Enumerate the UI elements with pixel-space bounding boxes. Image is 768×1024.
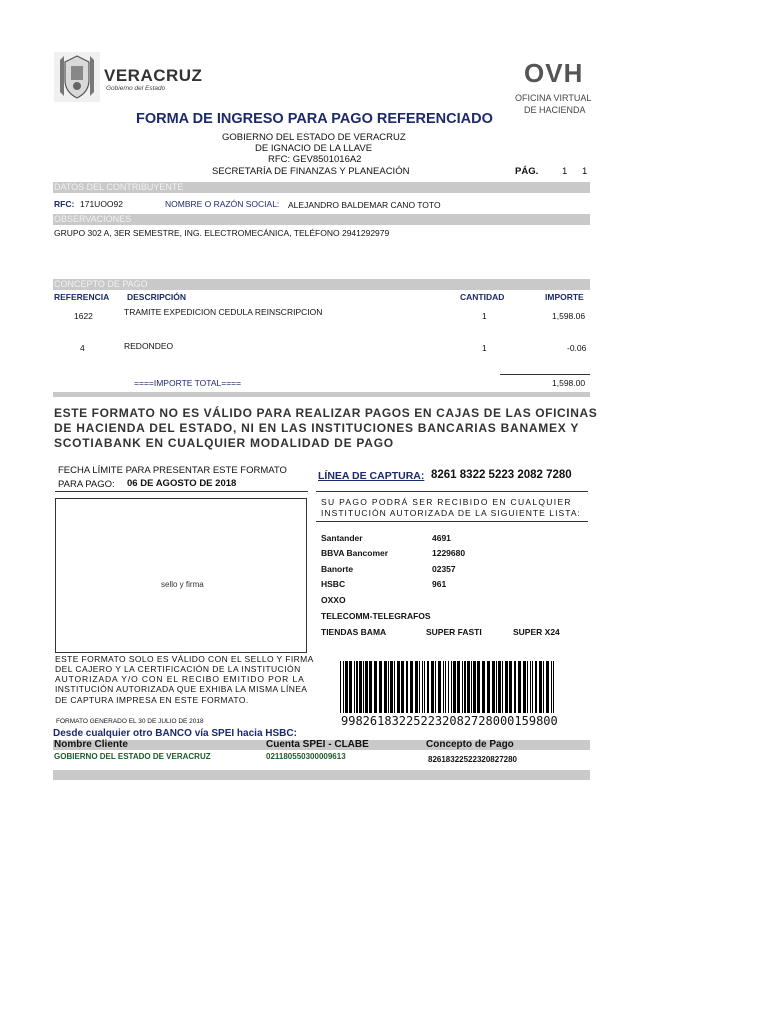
row2-referencia: 4 xyxy=(80,343,85,353)
barcode-bar xyxy=(354,661,355,713)
ovh-logo xyxy=(506,58,606,120)
linea-captura-value: 8261 8322 5223 2082 7280 xyxy=(431,469,572,481)
barcode-bar xyxy=(453,661,456,713)
veracruz-logo-text: VERACRUZ xyxy=(104,66,203,85)
barcode-bar xyxy=(427,661,429,713)
fecha-underline xyxy=(55,491,308,492)
ovh-logo-line1: OFICINA VIRTUAL xyxy=(515,93,592,103)
validity-line-5: DE CAPTURA IMPRESA EN ESTE FORMATO. xyxy=(55,695,249,705)
col-descripcion: DESCRIPCIÓN xyxy=(127,292,187,302)
barcode-bar xyxy=(509,661,512,713)
total-rule xyxy=(500,374,590,375)
institutions-rule xyxy=(316,521,588,522)
inst-bbva-code: 1229680 xyxy=(432,548,466,558)
barcode-bar xyxy=(553,661,554,713)
spei-cuenta-value: 021180550300009613 xyxy=(266,752,346,761)
barcode-bar xyxy=(471,661,472,713)
barcode-bar xyxy=(487,661,490,713)
col-referencia: REFERENCIA xyxy=(54,292,110,302)
validity-line-2: DEL CAJERO Y LA CERTIFICACIÓN DE LA INSTITUCIÓN xyxy=(55,664,301,674)
rfc-label: RFC: xyxy=(54,199,75,209)
page-total: 1 xyxy=(582,166,588,177)
barcode-bar xyxy=(410,661,413,713)
row1-importe: 1,598.06 xyxy=(552,311,586,321)
spei-col-nombre: Nombre Cliente xyxy=(54,739,128,750)
spei-col-cuenta: Cuenta SPEI - CLABE xyxy=(266,739,369,750)
observaciones-bar xyxy=(53,214,590,225)
barcode-bar xyxy=(435,661,436,713)
barcode-bar xyxy=(365,661,368,713)
barcode-bar xyxy=(530,661,531,713)
row1-descripcion: TRAMITE EXPEDICION CEDULA REINSCRIPCION xyxy=(124,307,323,317)
veracruz-logo-subtext: Gobierno del Estado xyxy=(106,85,166,92)
barcode-bar xyxy=(473,661,476,713)
total-label: ====IMPORTE TOTAL==== xyxy=(134,378,242,388)
spei-title: Desde cualquier otro BANCO vía SPEI hacia HSBC: xyxy=(53,728,297,739)
inst-super-fasti: SUPER FASTI xyxy=(426,627,482,637)
barcode-bar xyxy=(543,661,544,713)
barcode-bar xyxy=(345,661,348,713)
veracruz-crest-icon xyxy=(54,52,100,102)
barcode-bar xyxy=(546,661,549,713)
barcode-bar xyxy=(419,661,420,713)
barcode-bar xyxy=(349,661,352,713)
ovh-logo-text: OVH xyxy=(524,58,584,88)
barcode-bar xyxy=(379,661,382,713)
inst-oxxo: OXXO xyxy=(321,595,346,605)
barcode-bar xyxy=(374,661,377,713)
spei-nombre-value: GOBIERNO DEL ESTADO DE VERACRUZ xyxy=(54,752,211,761)
barcode-bar xyxy=(340,661,341,713)
barcode-bar xyxy=(438,661,441,713)
barcode-bar xyxy=(363,661,364,713)
barcode-bar xyxy=(482,661,485,713)
rfc-value: 171UOO92 xyxy=(80,199,123,209)
row1-referencia: 1622 xyxy=(74,311,93,321)
barcode-bar xyxy=(462,661,463,713)
barcode-bar xyxy=(406,661,408,713)
spei-bottom-bar xyxy=(53,770,590,780)
barcode-bar xyxy=(397,661,400,713)
row2-descripcion: REDONDEO xyxy=(124,341,174,351)
inst-santander: Santander xyxy=(321,533,363,543)
veracruz-logo xyxy=(50,52,300,104)
ovh-logo-line2: DE HACIENDA xyxy=(524,105,586,115)
inst-santander-code: 4691 xyxy=(432,533,451,543)
inst-super-x24: SUPER X24 xyxy=(513,627,560,637)
org-line-3: RFC: GEV8501016A2 xyxy=(268,154,362,165)
barcode-bar xyxy=(401,661,404,713)
form-title: FORMA DE INGRESO PARA PAGO REFERENCIADO xyxy=(136,111,493,127)
barcode-bar xyxy=(535,661,537,713)
fecha-label-2: PARA PAGO: xyxy=(58,479,115,490)
barcode-bar xyxy=(424,661,425,713)
org-line-2: DE IGNACIO DE LA LLAVE xyxy=(255,143,373,154)
linea-captura-label: LÍNEA DE CAPTURA: xyxy=(318,470,425,482)
barcode-number: 998261832252232082728000159800 xyxy=(341,714,558,728)
inst-banorte: Banorte xyxy=(321,564,354,574)
spei-concepto-value: 82618322522320827280 xyxy=(428,755,517,764)
nombre-value: ALEJANDRO BALDEMAR CANO TOTO xyxy=(288,200,441,210)
barcode-bar xyxy=(514,661,516,713)
barcode-bar xyxy=(369,661,372,713)
linea-underline xyxy=(316,491,588,492)
warning-line-1: ESTE FORMATO NO ES VÁLIDO PARA REALIZAR PAGOS EN CAJAS DE LAS OFICINAS xyxy=(54,406,598,420)
barcode-bar xyxy=(448,661,449,713)
concepto-bottom-bar xyxy=(53,392,590,397)
barcode-bar xyxy=(390,661,393,713)
barcode-bar xyxy=(467,661,470,713)
validity-line-4: INSTITUCIÓN AUTORIZADA QUE EXHIBA LA MISMA LÍNEA xyxy=(55,684,308,694)
barcode-bar xyxy=(477,661,480,713)
barcode-bar xyxy=(551,661,552,713)
inst-banorte-code: 02357 xyxy=(432,564,456,574)
institutions-intro-1: SU PAGO PODRÁ SER RECIBIDO EN CUALQUIER xyxy=(321,497,572,507)
inst-bbva: BBVA Bancomer xyxy=(321,548,389,558)
barcode-bar xyxy=(388,661,389,713)
barcode-bar xyxy=(539,661,542,713)
barcode-bar xyxy=(343,661,344,713)
barcode xyxy=(340,661,558,713)
concepto-section-label: CONCEPTO DE PAGO xyxy=(54,279,148,289)
barcode-bar xyxy=(502,661,503,713)
spei-col-concepto: Concepto de Pago xyxy=(426,739,514,750)
barcode-bar xyxy=(464,661,466,713)
org-line-1: GOBIERNO DEL ESTADO DE VERACRUZ xyxy=(222,132,406,143)
contribuyente-section-label: DATOS DEL CONTRIBUYENTE xyxy=(54,182,184,192)
barcode-bar xyxy=(492,661,495,713)
nombre-label: NOMBRE O RAZÓN SOCIAL: xyxy=(165,199,280,209)
sello-label: sello y firma xyxy=(161,580,204,589)
barcode-bar xyxy=(431,661,434,713)
org-line-4: SECRETARÍA DE FINANZAS Y PLANEACIÓN xyxy=(212,166,410,177)
barcode-bar xyxy=(518,661,521,713)
page-number: 1 xyxy=(562,166,568,177)
barcode-bar xyxy=(457,661,460,713)
inst-tiendas-bama: TIENDAS BAMA xyxy=(321,627,387,637)
fecha-value: 06 DE AGOSTO DE 2018 xyxy=(127,478,237,489)
barcode-bar xyxy=(359,661,362,713)
sello-box xyxy=(55,498,307,653)
barcode-bar xyxy=(532,661,533,713)
barcode-bar xyxy=(523,661,526,713)
barcode-bar xyxy=(451,661,452,713)
barcode-bar xyxy=(415,661,418,713)
barcode-bar xyxy=(422,661,423,713)
barcode-bar xyxy=(356,661,358,713)
institutions-intro-2: INSTITUCIÓN AUTORIZADA DE LA SIGUIENTE LISTA: xyxy=(321,508,581,518)
inst-hsbc-code: 961 xyxy=(432,579,447,589)
warning-line-2: DE HACIENDA DEL ESTADO, NI EN LAS INSTITUCIONES BANCARIAS BANAMEX Y xyxy=(54,421,580,435)
fecha-label-1: FECHA LÍMITE PARA PRESENTAR ESTE FORMATO xyxy=(58,465,287,476)
row1-cantidad: 1 xyxy=(482,311,487,321)
total-value: 1,598.00 xyxy=(552,378,586,388)
observaciones-section-label: OBSERVACIONES xyxy=(54,214,132,224)
row2-importe: -0.06 xyxy=(567,343,587,353)
barcode-bar xyxy=(443,661,444,713)
generated-date: FORMATO GENERADO EL 30 DE JULIO DE 2018 xyxy=(56,718,204,725)
barcode-bar xyxy=(496,661,497,713)
validity-line-1: ESTE FORMATO SOLO ES VÁLIDO CON EL SELLO Y FIRMA xyxy=(55,654,314,664)
barcode-bar xyxy=(505,661,508,713)
barcode-bar xyxy=(384,661,387,713)
col-importe: IMPORTE xyxy=(545,292,584,302)
page-label: PÁG. xyxy=(515,166,539,177)
barcode-bar xyxy=(527,661,528,713)
barcode-bar xyxy=(394,661,395,713)
warning-line-3: SCOTIABANK EN CUALQUIER MODALIDAD DE PAGO xyxy=(54,436,394,450)
barcode-bar xyxy=(445,661,446,713)
barcode-bar xyxy=(498,661,501,713)
inst-telecomm: TELECOMM-TELEGRAFOS xyxy=(321,611,431,621)
row2-cantidad: 1 xyxy=(482,343,487,353)
col-cantidad: CANTIDAD xyxy=(460,292,505,302)
inst-hsbc: HSBC xyxy=(321,579,346,589)
validity-line-3: AUTORIZADA Y/O CON EL RECIBO EMITIDO POR LA xyxy=(55,674,305,684)
observaciones-text: GRUPO 302 A, 3ER SEMESTRE, ING. ELECTROMECÁNICA, TELÉFONO 2941292979 xyxy=(54,228,390,238)
